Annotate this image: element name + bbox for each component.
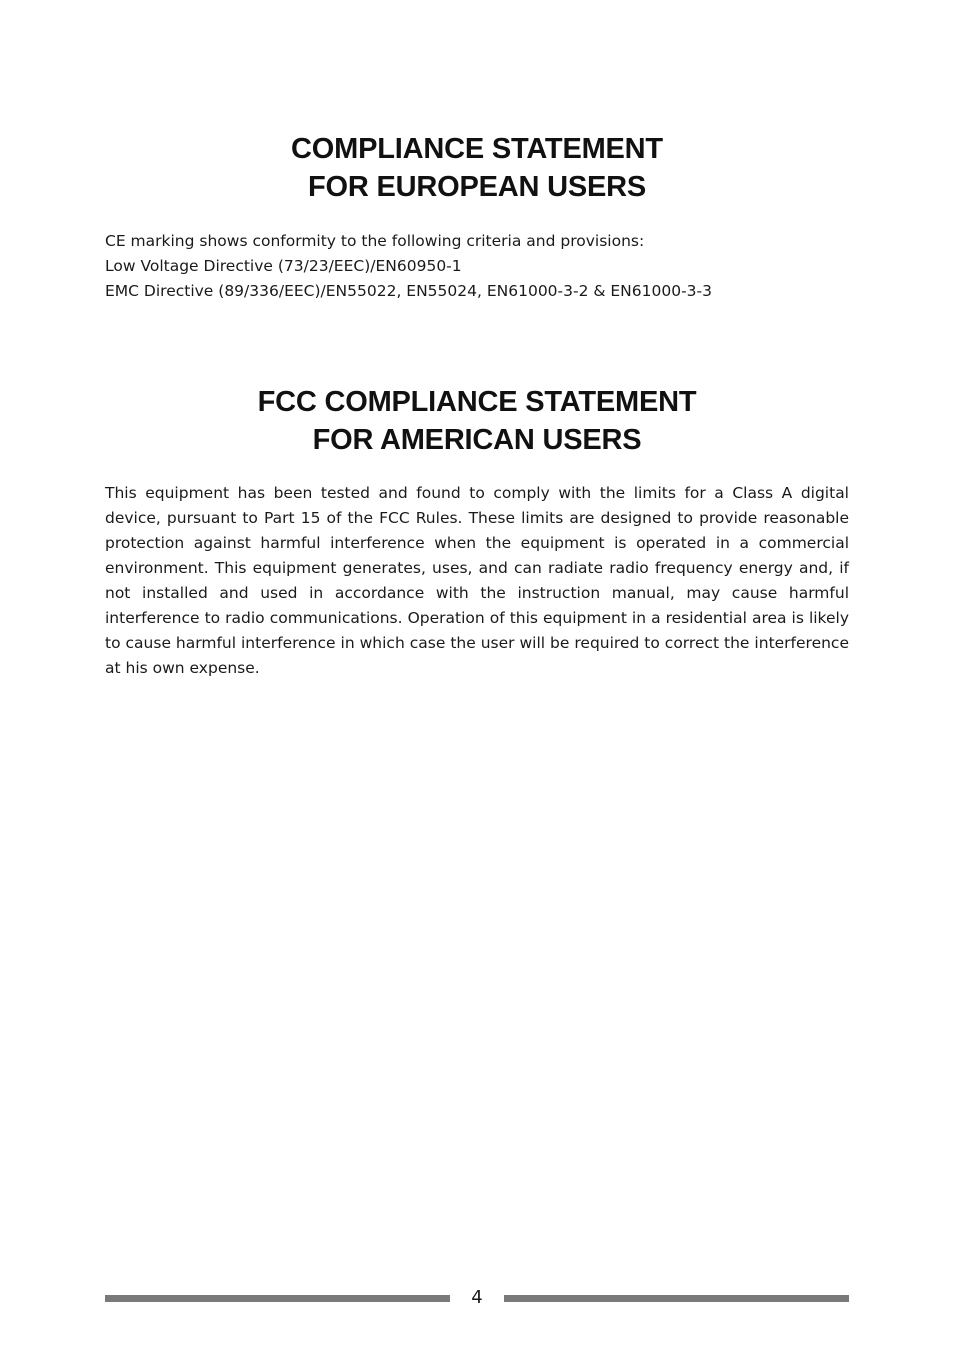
eu-heading-line-1: COMPLIANCE STATEMENT xyxy=(291,133,663,165)
low-voltage-directive-line: Low Voltage Directive (73/23/EEC)/EN60950-1 xyxy=(105,257,462,275)
fcc-heading-line-2: FOR AMERICAN USERS xyxy=(312,424,642,456)
footer-bar-right xyxy=(504,1295,849,1302)
eu-heading-line-2: FOR EUROPEAN USERS xyxy=(308,171,646,203)
page-number: 4 xyxy=(471,1287,483,1308)
ce-marking-line: CE marking shows conformity to the following criteria and provisions: xyxy=(105,232,645,250)
footer-bar-left xyxy=(105,1295,450,1302)
eu-compliance-heading xyxy=(105,130,849,206)
eu-compliance-text xyxy=(105,229,849,304)
fcc-heading-line-1: FCC COMPLIANCE STATEMENT xyxy=(257,386,697,418)
fcc-compliance-body: This equipment has been tested and found to comply with the limits for a Class A digital device, pursuant to Part 15 of the FCC Rules. These limits are designed to provide reasonable protection against harmful interference when the equipment is operated in a commercial environment. This equipment generates, uses, and can radiate radio frequency energy and, if not installed and used in accordance with the instruction manual, may cause harmful interference to radio communications. Operation of this equipment in a residential area is likely to cause harmful interference in which case the user will be required to correct the interference at his own expense. xyxy=(105,484,849,677)
emc-directive-line: EMC Directive (89/336/EEC)/EN55022, EN55024, EN61000-3-2 & EN61000-3-3 xyxy=(105,282,712,300)
fcc-compliance-heading xyxy=(105,383,849,459)
